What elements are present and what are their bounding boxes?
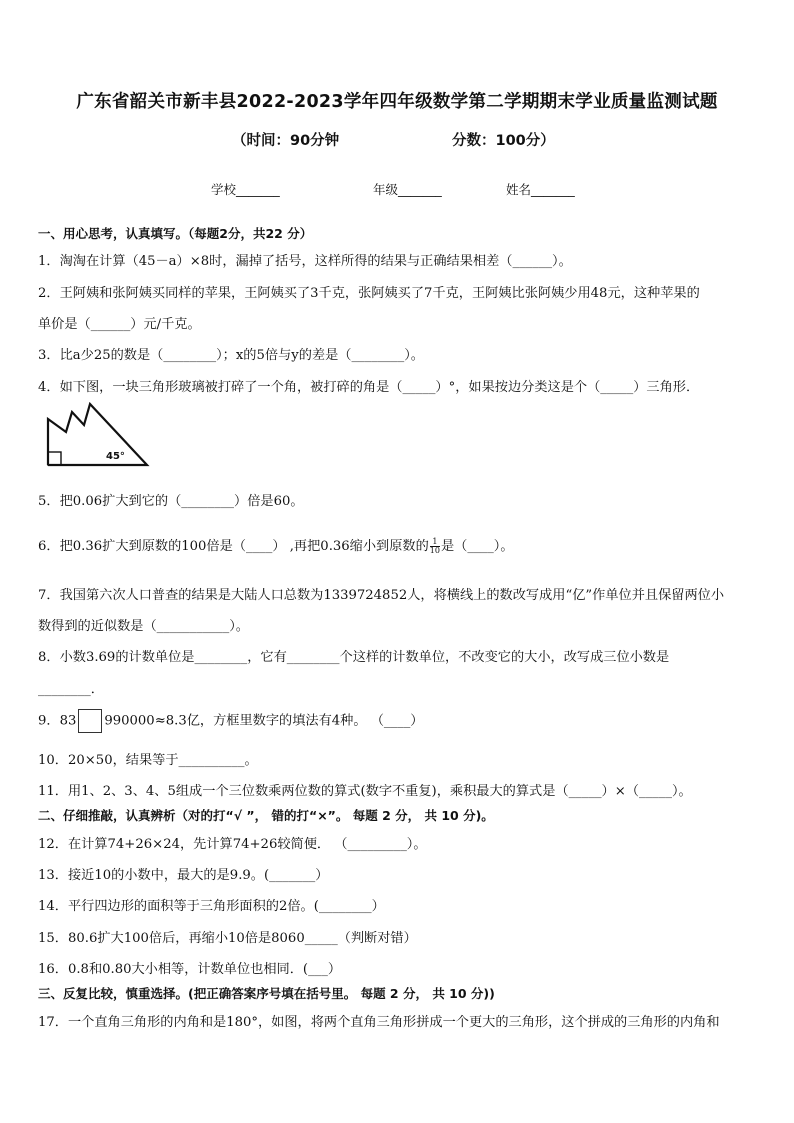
section-heading-3: 三、反复比较，慎重选择。(把正确答案序号填在括号里。 每题 2 分， 共 10 分)) <box>38 986 495 1001</box>
question-2-line-1: 2．王阿姨和张阿姨买同样的苹果，王阿姨买了3千克，张阿姨买了7千克，王阿姨比张阿姨少用48元，这种苹果的 <box>38 286 700 301</box>
question-3: 3．比a少25的数是（________）；x的5倍与y的差是（________）。 <box>38 348 424 363</box>
section-heading-1: 一、用心思考，认真填写。（每题2分，共22 分） <box>38 226 313 241</box>
question-14: 14．平行四边形的面积等于三角形面积的2倍。(________） <box>38 899 385 914</box>
question-2-line-2: 单价是（______）元/千克。 <box>38 317 201 332</box>
question-6 <box>38 535 514 555</box>
fraction-denominator: 10 <box>429 546 440 555</box>
question-9-text-after: 990000≈8.3亿，方框里数字的填法有4种。 （____） <box>104 713 424 729</box>
question-6-text-before: 6．把0.36扩大到原数的100倍是（____） ,再把0.36缩小到原数的 <box>38 539 429 554</box>
exam-info <box>0 129 794 151</box>
question-11: 11．用1、2、3、4、5组成一个三位数乘两位数的算式(数字不重复)，乘积最大的算式是（_____）×（_____）。 <box>38 784 692 799</box>
question-5: 5．把0.06扩大到它的（________）倍是60。 <box>38 494 304 509</box>
question-10: 10．20×50，结果等于__________。 <box>38 753 258 768</box>
question-15: 15．80.6扩大100倍后，再缩小10倍是8060_____（判断对错） <box>38 931 417 946</box>
question-7-line-2: 数得到的近似数是（___________）。 <box>38 619 249 634</box>
question-8-line-2: ________． <box>38 682 104 697</box>
question-4: 4．如下图，一块三角形玻璃被打碎了一个角，被打碎的角是（_____）°，如果按边分类这是个（_____）三角形． <box>38 380 700 395</box>
broken-triangle-outline <box>48 404 147 465</box>
question-17: 17．一个直角三角形的内角和是180°，如图，将两个直角三角形拼成一个更大的三角形，这个拼成的三角形的内角和 <box>38 1015 720 1030</box>
question-7-line-1: 7．我国第六次人口普查的结果是大陆人口总数为1339724852人，将横线上的数改写成用“亿”作单位并且保留两位小 <box>38 588 725 603</box>
question-9 <box>38 709 424 733</box>
student-info-fields <box>0 180 794 200</box>
school-field[interactable]: 学校_______ <box>211 182 280 197</box>
exam-time: （时间：90分钟 <box>232 133 340 149</box>
section-heading-2: 二、仔细推敲，认真辨析（对的打“√ ”， 错的打“×”。 每题 2 分， 共 10 分)。 <box>38 808 494 823</box>
name-field[interactable]: 姓名_______ <box>506 182 575 197</box>
question-13: 13．接近10的小数中，最大的是9.9。(_______） <box>38 868 329 883</box>
question-1: 1．淘淘在计算（45－a）×8时，漏掉了括号，这样所得的结果与正确结果相差（______）。 <box>38 254 572 269</box>
exam-score: 分数：100分） <box>452 133 555 149</box>
page-title: 广东省韶关市新丰县2022-2023学年四年级数学第二学期期末学业质量监测试题 <box>76 92 718 112</box>
fraction-one-tenth <box>430 538 440 555</box>
question-16: 16．0.8和0.80大小相等，计数单位也相同．(___） <box>38 962 342 977</box>
question-9-text-before: 9．83 <box>38 713 77 729</box>
fraction-numerator: 1 <box>430 538 440 547</box>
question-8-line-1: 8．小数3.69的计数单位是________，它有________个这样的计数单位，不改变它的大小，改写成三位小数是 <box>38 650 670 665</box>
broken-triangle-figure <box>44 402 152 468</box>
question-12: 12．在计算74+26×24，先计算74+26较简便． （_________）。 <box>38 837 427 852</box>
answer-box[interactable] <box>78 709 102 733</box>
angle-label: 45° <box>106 451 125 462</box>
question-6-text-after: 是（____）。 <box>440 539 514 554</box>
right-angle-mark <box>48 452 61 465</box>
grade-field[interactable]: 年级_______ <box>373 182 442 197</box>
